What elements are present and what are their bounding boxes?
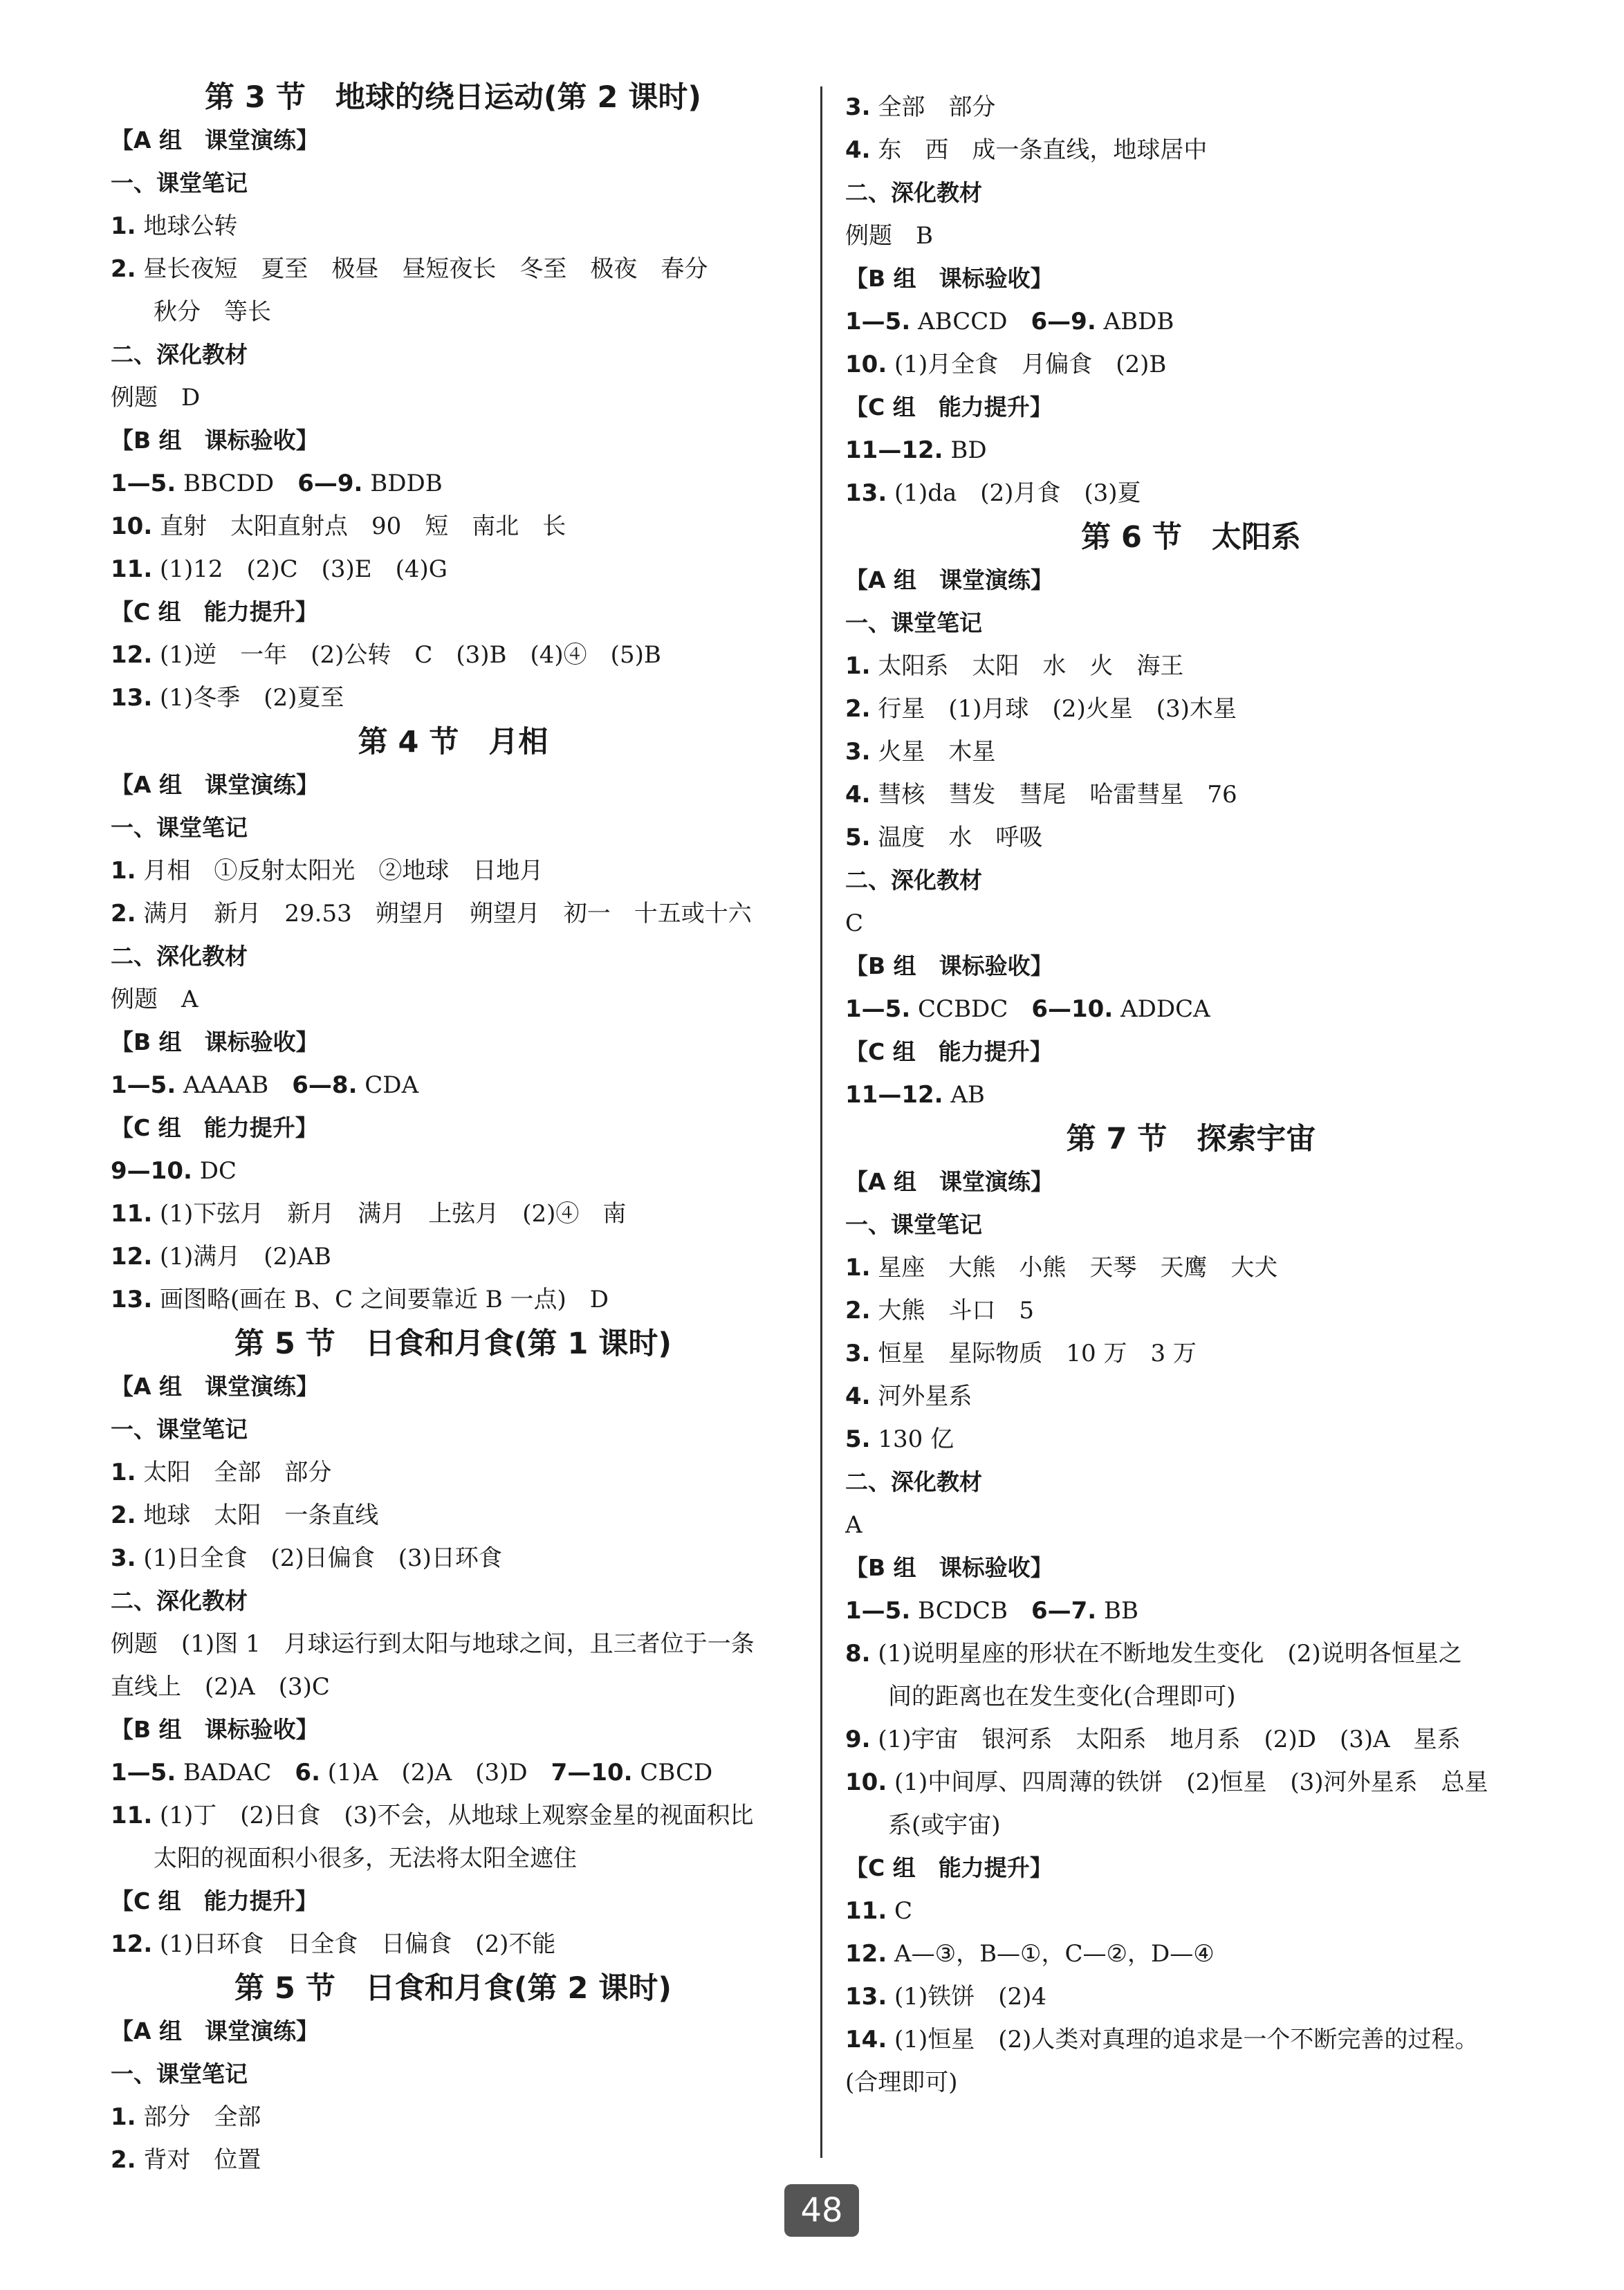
answer-line — [845, 1073, 1537, 1116]
question-number: 9. — [845, 1726, 871, 1753]
answer-continuation: 系(或宇宙) — [888, 1811, 1001, 1839]
answer-text: A—③，B—①，C—②，D—④ — [887, 1940, 1215, 1968]
question-number: 12. — [111, 1930, 153, 1958]
answer-line — [111, 676, 795, 719]
answer-text: 例题 (1)图 1 月球运行到太阳与地球之间，且三者位于一条 — [111, 1630, 755, 1658]
question-number: 11. — [111, 1200, 153, 1228]
answer-text: 恒星 星际物质 10 万 3 万 — [870, 1340, 1197, 1367]
answer-text: BCDCB — [910, 1597, 1031, 1625]
question-number: 2. — [111, 2146, 136, 2174]
answer-text: 背对 位置 — [136, 2146, 261, 2174]
answer-line — [845, 343, 1537, 386]
answer-line — [845, 472, 1537, 515]
answer-line — [111, 1149, 795, 1192]
answer-text: (1)中间厚、四周薄的铁饼 (2)恒星 (3)河外星系 总星 — [887, 1769, 1488, 1796]
answer-line — [845, 773, 1537, 816]
question-number: 3. — [845, 93, 871, 121]
question-number: 13. — [111, 1286, 153, 1313]
question-number: 12. — [111, 641, 153, 669]
question-number: 5. — [845, 1425, 871, 1453]
subheading: 一、课堂笔记 — [111, 169, 248, 196]
answer-text: (1)12 (2)C (3)E (4)G — [152, 555, 447, 583]
section-title: 第 5 节 日食和月食(第 2 课时) — [234, 1971, 672, 2006]
question-number: 3. — [111, 1544, 136, 1572]
answer-text: 例题 A — [111, 986, 199, 1013]
answer-line — [111, 505, 795, 548]
answer-text: BADAC — [176, 1759, 295, 1786]
answer-text: 画图略(画在 B、C 之间要靠近 B 一点) D — [152, 1286, 609, 1313]
answer-line — [845, 1332, 1537, 1375]
question-number: 12. — [111, 1243, 153, 1271]
subheading: 【C 组 能力提升】 — [845, 1038, 1053, 1065]
subheading: 【B 组 课标验收】 — [845, 952, 1053, 979]
question-number: 11—12. — [845, 1081, 943, 1109]
question-number: 13. — [845, 479, 887, 507]
question-number: 3. — [845, 738, 871, 766]
subheading: 【C 组 能力提升】 — [111, 598, 318, 625]
subheading: 二、深化教材 — [845, 1468, 982, 1495]
question-number: 11. — [111, 555, 153, 583]
answer-line — [111, 1192, 795, 1235]
answer-text: (合理即可) — [845, 2069, 958, 2096]
question-number: 6—9. — [297, 470, 363, 497]
subheading: 二、深化教材 — [111, 943, 248, 970]
question-number: 14. — [845, 2026, 887, 2053]
answer-line — [111, 892, 795, 935]
question-number: 6—9. — [1031, 308, 1096, 335]
question-number: 1. — [111, 1459, 136, 1486]
question-number: 6—8. — [292, 1071, 358, 1099]
answer-text: 地球公转 — [136, 212, 238, 240]
subheading: 【B 组 课标验收】 — [111, 1716, 319, 1743]
answer-text: 温度 水 呼吸 — [870, 824, 1043, 851]
answer-text: ABCCD — [910, 308, 1031, 335]
answer-line — [845, 1289, 1537, 1332]
question-number: 2. — [111, 255, 136, 283]
answer-text: AB — [943, 1081, 985, 1109]
answer-text: BD — [943, 436, 987, 464]
answer-line — [111, 1794, 795, 1837]
answer-line — [845, 86, 1537, 129]
answer-line — [845, 2061, 1537, 2104]
answer-text: 直射 太阳直射点 90 短 南北 长 — [152, 513, 566, 540]
answer-line — [111, 2139, 795, 2181]
question-number: 1—5. — [845, 308, 911, 335]
answer-text: 昼长夜短 夏至 极昼 昼短夜长 冬至 极夜 春分 — [136, 255, 708, 283]
section-title: 第 5 节 日食和月食(第 1 课时) — [234, 1327, 672, 1361]
answer-line — [111, 462, 795, 505]
answer-text: C — [845, 909, 864, 937]
answer-text: (1)丁 (2)日食 (3)不会，从地球上观察金星的视面积比 — [152, 1802, 754, 1829]
answer-text: 河外星系 — [870, 1383, 972, 1410]
answer-text: 地球 太阳 一条直线 — [136, 1502, 379, 1529]
answer-text: (1)恒星 (2)人类对真理的追求是一个不断完善的过程。 — [887, 2026, 1479, 2053]
question-number: 2. — [111, 1502, 136, 1529]
answer-text: 130 亿 — [870, 1425, 954, 1453]
answer-line — [111, 2096, 795, 2139]
question-number: 5. — [845, 824, 871, 851]
answer-text: DC — [192, 1157, 237, 1185]
answer-text: 大熊 斗口 5 — [870, 1297, 1035, 1324]
answer-line — [845, 1632, 1537, 1675]
question-number: 1. — [111, 212, 136, 240]
answer-text: 月相 ①反射太阳光 ②地球 日地月 — [136, 857, 544, 885]
question-number: 10. — [845, 351, 887, 378]
question-number: 2. — [845, 695, 871, 723]
section-title: 第 7 节 探索宇宙 — [1066, 1122, 1316, 1156]
answer-line — [111, 1751, 795, 1794]
answer-text: (1)铁饼 (2)4 — [887, 1983, 1046, 2011]
answer-line — [845, 1761, 1537, 1804]
subheading: 【A 组 课堂演练】 — [111, 1373, 320, 1400]
section-title: 第 6 节 太阳系 — [1081, 520, 1301, 555]
answer-line — [845, 1890, 1537, 1932]
answer-line — [845, 1718, 1537, 1761]
answer-line — [111, 634, 795, 676]
answer-continuation: 秋分 等长 — [154, 298, 271, 326]
answer-text: (1)A (2)A (3)D — [320, 1759, 551, 1786]
subheading: 【A 组 课堂演练】 — [845, 1168, 1054, 1195]
question-number: 11. — [111, 1802, 153, 1829]
question-number: 10. — [845, 1769, 887, 1796]
subheading: 【A 组 课堂演练】 — [111, 2017, 320, 2044]
answer-line — [111, 248, 795, 290]
answer-line — [111, 849, 795, 892]
answer-text: (1)逆 一年 (2)公转 C (3)B (4)④ (5)B — [152, 641, 661, 669]
subheading: 二、深化教材 — [111, 341, 248, 368]
question-number: 1—5. — [845, 995, 911, 1023]
page-number-badge: 48 — [784, 2184, 859, 2237]
answer-continuation: 间的距离也在发生变化(合理即可) — [888, 1683, 1236, 1710]
answer-line — [845, 730, 1537, 773]
answer-line — [845, 1589, 1537, 1632]
question-number: 9—10. — [111, 1157, 192, 1185]
subheading: 【A 组 课堂演练】 — [845, 566, 1054, 593]
answer-line — [111, 1665, 795, 1708]
section-title: 第 4 节 月相 — [358, 725, 548, 759]
subheading: 【A 组 课堂演练】 — [111, 771, 320, 798]
answer-text: CBCD — [632, 1759, 713, 1786]
answer-text: 太阳系 太阳 水 火 海王 — [870, 652, 1184, 680]
answer-line — [111, 376, 795, 419]
answer-line — [845, 1932, 1537, 1975]
subheading: 【C 组 能力提升】 — [845, 1854, 1053, 1881]
column-divider — [820, 86, 822, 2158]
answer-line — [111, 1537, 795, 1580]
answer-text: A — [845, 1511, 862, 1539]
answer-text: 星座 大熊 小熊 天琴 天鹰 大犬 — [870, 1254, 1278, 1282]
subheading: 【C 组 能力提升】 — [111, 1887, 318, 1914]
answer-line — [111, 1494, 795, 1537]
answer-line — [111, 1064, 795, 1107]
answer-line — [845, 429, 1537, 472]
answer-line — [845, 988, 1537, 1031]
question-number: 13. — [845, 1983, 887, 2011]
answer-text: ABDB — [1096, 308, 1174, 335]
answer-text: CDA — [357, 1071, 419, 1099]
answer-line — [845, 129, 1537, 172]
question-number: 13. — [111, 684, 153, 712]
answer-line — [845, 687, 1537, 730]
answer-text: 全部 部分 — [870, 93, 996, 121]
answer-text: 直线上 (2)A (3)C — [111, 1673, 330, 1701]
answer-text: 例题 D — [111, 384, 201, 412]
question-number: 2. — [845, 1297, 871, 1324]
answer-line — [111, 1623, 795, 1665]
answer-line — [845, 645, 1537, 687]
answer-line — [111, 1235, 795, 1278]
subheading: 一、课堂笔记 — [845, 609, 982, 636]
question-number: 4. — [845, 781, 871, 809]
answer-text: 东 西 成一条直线，地球居中 — [870, 136, 1208, 164]
answer-line — [111, 1923, 795, 1966]
answer-text: (1)日全食 (2)日偏食 (3)日环食 — [136, 1544, 502, 1572]
question-number: 1. — [845, 652, 871, 680]
answer-line — [845, 2018, 1537, 2061]
question-number: 11—12. — [845, 436, 943, 464]
answer-line — [845, 902, 1537, 945]
answer-text: AAAAB — [176, 1071, 293, 1099]
question-number: 7—10. — [551, 1759, 633, 1786]
question-number: 6—7. — [1031, 1597, 1097, 1625]
subheading: 一、课堂笔记 — [845, 1211, 982, 1238]
answer-text: (1)下弦月 新月 满月 上弦月 (2)④ 南 — [152, 1200, 627, 1228]
answer-text: (1)宇宙 银河系 太阳系 地月系 (2)D (3)A 星系 — [870, 1726, 1461, 1753]
question-number: 1. — [111, 2103, 136, 2131]
answer-text: 例题 B — [845, 222, 933, 250]
answer-line — [111, 1451, 795, 1494]
answer-text: 部分 全部 — [136, 2103, 261, 2131]
answer-text: 行星 (1)月球 (2)火星 (3)木星 — [870, 695, 1237, 723]
answer-text: (1)日环食 日全食 日偏食 (2)不能 — [152, 1930, 556, 1958]
left-column — [111, 75, 795, 2181]
answer-line — [845, 214, 1537, 257]
subheading: 二、深化教材 — [111, 1587, 248, 1614]
subheading: 二、深化教材 — [845, 867, 982, 894]
answer-continuation: 太阳的视面积小很多，无法将太阳全遮住 — [154, 1845, 577, 1872]
subheading: 一、课堂笔记 — [111, 814, 248, 841]
question-number: 6—10. — [1031, 995, 1114, 1023]
answer-text: BB — [1096, 1597, 1138, 1625]
subheading: 【B 组 课标验收】 — [111, 1028, 319, 1055]
answer-line — [845, 1375, 1537, 1418]
question-number: 6. — [295, 1759, 320, 1786]
answer-text: CCBDC — [910, 995, 1032, 1023]
answer-text: (1)说明星座的形状在不断地发生变化 (2)说明各恒星之 — [870, 1640, 1462, 1668]
question-number: 11. — [845, 1897, 887, 1925]
subheading: 【A 组 课堂演练】 — [111, 127, 320, 154]
answer-text: BDDB — [362, 470, 443, 497]
subheading: 一、课堂笔记 — [111, 1416, 248, 1443]
answer-text: ADDCA — [1113, 995, 1210, 1023]
answer-line — [845, 1418, 1537, 1461]
question-number: 1—5. — [111, 1071, 176, 1099]
subheading: 【B 组 课标验收】 — [845, 265, 1053, 292]
subheading: 一、课堂笔记 — [111, 2060, 248, 2087]
question-number: 2. — [111, 900, 136, 927]
answer-line — [845, 1504, 1537, 1546]
question-number: 3. — [845, 1340, 871, 1367]
answer-text: (1)满月 (2)AB — [152, 1243, 331, 1271]
answer-line — [111, 548, 795, 591]
answer-line — [111, 978, 795, 1021]
answer-line — [111, 1278, 795, 1321]
answer-text: (1)冬季 (2)夏至 — [152, 684, 344, 712]
answer-text: 彗核 彗发 彗尾 哈雷彗星 76 — [870, 781, 1237, 809]
question-number: 12. — [845, 1940, 887, 1968]
right-column — [845, 86, 1537, 2104]
question-number: 4. — [845, 1383, 871, 1410]
answer-line — [111, 205, 795, 248]
answer-line — [845, 1975, 1537, 2018]
section-title: 第 3 节 地球的绕日运动(第 2 课时) — [204, 80, 702, 115]
subheading: 【C 组 能力提升】 — [845, 394, 1053, 421]
answer-text: C — [887, 1897, 913, 1925]
answer-text: 满月 新月 29.53 朔望月 朔望月 初一 十五或十六 — [136, 900, 752, 927]
question-number: 1—5. — [111, 470, 176, 497]
question-number: 1—5. — [845, 1597, 911, 1625]
answer-text: 太阳 全部 部分 — [136, 1459, 332, 1486]
answer-line — [845, 1246, 1537, 1289]
question-number: 8. — [845, 1640, 871, 1668]
subheading: 【B 组 课标验收】 — [111, 427, 319, 454]
subheading: 【B 组 课标验收】 — [845, 1554, 1053, 1581]
question-number: 4. — [845, 136, 871, 164]
question-number: 1—5. — [111, 1759, 176, 1786]
answer-text: 火星 木星 — [870, 738, 996, 766]
question-number: 1. — [845, 1254, 871, 1282]
question-number: 1. — [111, 857, 136, 885]
answer-line — [845, 300, 1537, 343]
subheading: 二、深化教材 — [845, 179, 982, 206]
answer-line — [845, 816, 1537, 859]
answer-text: (1)da (2)月食 (3)夏 — [887, 479, 1141, 507]
answer-text: (1)月全食 月偏食 (2)B — [887, 351, 1167, 378]
subheading: 【C 组 能力提升】 — [111, 1114, 318, 1141]
answer-text: BBCDD — [176, 470, 298, 497]
question-number: 10. — [111, 513, 153, 540]
